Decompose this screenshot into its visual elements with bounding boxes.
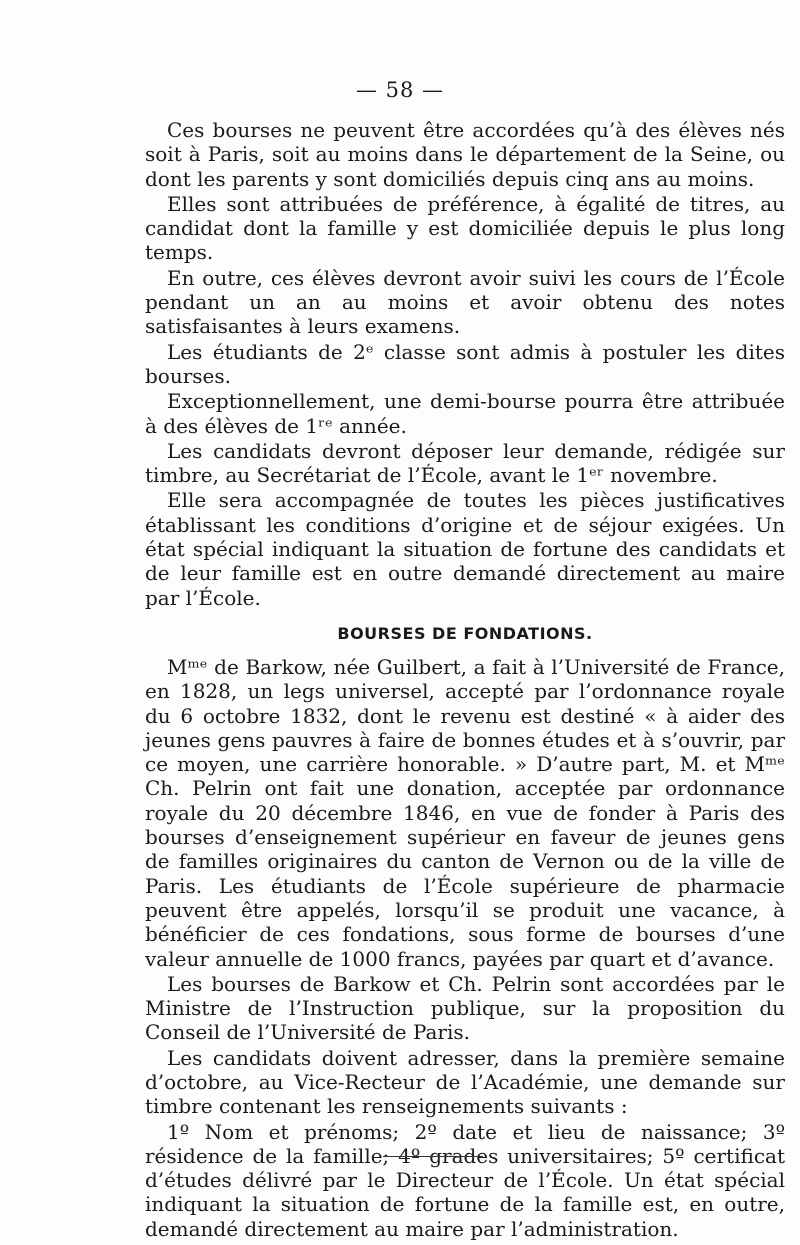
paragraph-priority: Elles sont attribuées de préférence, à égalité de titres, au candidat dont la famille y est domiciliée depuis le plus long temps. [145, 191, 785, 265]
paragraph-supporting-documents: Elle sera accompagnée de toutes les pièces justificatives établissant les conditions d’origine et de séjour exigées. Un état spécial indiquant la situation de fortune des candidats et de leur famille est en outre demandé directement au maire par l’École. [145, 488, 785, 610]
paragraph-course-requirement: En outre, ces élèves devront avoir suivi les cours de l’École pendant un an au moins et avoir obtenu des notes satisfaisantes à leurs examens. [145, 265, 785, 339]
paragraph-ministry-award: Les bourses de Barkow et Ch. Pelrin sont accordées par le Ministre de l’Instruction publique, sur la proposition du Conseil de l’Université de Paris. [145, 971, 785, 1045]
paragraph-birthplace-condition: Ces bourses ne peuvent être accordées qu’à des élèves nés soit à Paris, soit au moins dans le département de la Seine, ou dont les parents y sont domiciliés depuis cinq ans au moins. [145, 118, 785, 191]
page-body [145, 118, 785, 1241]
paragraph-barkow-pelrin-history: Mᵐᵉ de Barkow, née Guilbert, a fait à l’Université de France, en 1828, un legs universel, accepté par l’ordonnance royale du 6 octobre 1832, dont le revenu est destiné « à aider des jeunes gens pauvres à faire de bonnes études et à s’ouvrir, par ce moyen, une carrière honorable. » D’autre part, M. et Mᵐᵉ Ch. Pelrin ont fait une donation, acceptée par ordonnance royale du 20 décembre 1846, en vue de fonder à Paris des bourses d’enseignement supérieur en faveur de jeunes gens de familles originaires du canton de Vernon ou de la ville de Paris. Les étudiants de l’École supérieure de pharmacie peuvent être appelés, lorsqu’il se produit une vacance, à bénéficier de ces fondations, sous forme de bourses d’une valeur annuelle de 1000 francs, payées par quart et d’avance. [145, 654, 785, 971]
section-heading: BOURSES DE FONDATIONS. [337, 623, 593, 643]
paragraph-second-class: Les étudiants de 2ᵉ classe sont admis à postuler les dites bourses. [145, 339, 785, 388]
paragraph-half-scholarship: Exceptionnellement, une demi-bourse pourra être attribuée à des élèves de 1ʳᵉ année. [145, 389, 785, 438]
paragraph-application-procedure: Les candidats doivent adresser, dans la première semaine d’octobre, au Vice-Recteur de l’Académie, une demande sur timbre contenant les renseignements suivants : [145, 1045, 785, 1119]
closing-rule [383, 1156, 483, 1157]
paragraph-application-deadline: Les candidats devront déposer leur demande, rédigée sur timbre, au Secrétariat de l’École, avant le 1ᵉʳ novembre. [145, 438, 785, 488]
page-number: — 58 — [355, 78, 445, 102]
paragraph-required-information: 1º Nom et prénoms; 2º date et lieu de naissance; 3º résidence de la famille; 4º grades universitaires; 5º certificat d’études délivré par le Directeur de l’École. Un état spécial indiquant la situation de fortune de la famille est, en outre, demandé directement au maire par l’administration. [145, 1119, 785, 1241]
